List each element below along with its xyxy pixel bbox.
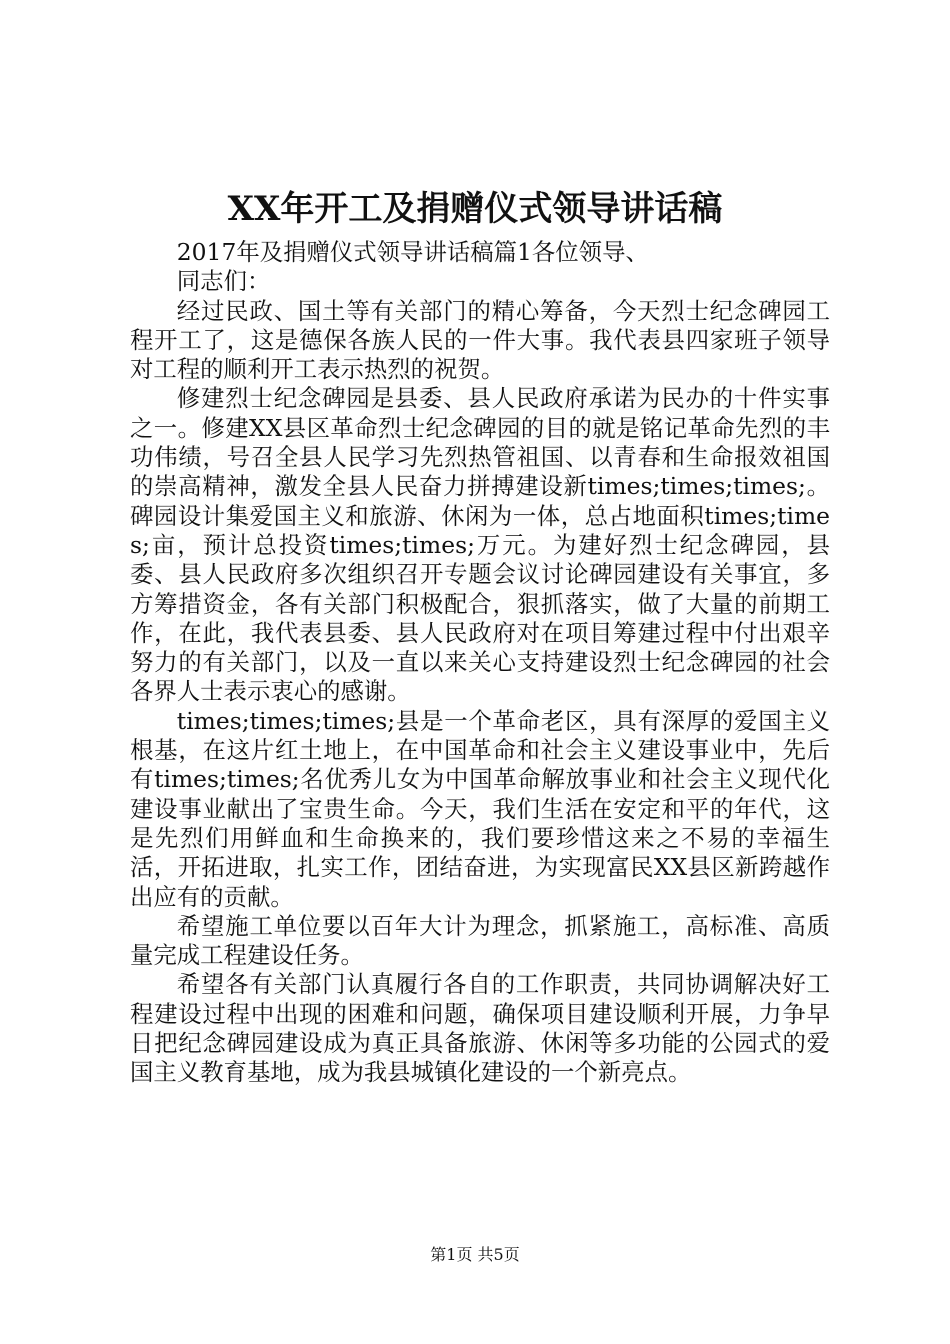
paragraph-departments: 希望各有关部门认真履行各自的工作职责，共同协调解决好工程建设过程中出现的困难和问题，确保项目建设顺利开展，力争早日把纪念碑园建设成为真正具备旅游、休闲等多功能的公园式的爱国主义教育基地，成为我县城镇化建设的一个新亮点。 [130, 970, 830, 1087]
paragraph-opening: 经过民政、国土等有关部门的精心筹备，今天烈士纪念碑园工程开工了，这是德保各族人民的一件大事。我代表县四家班子领导对工程的顺利开工表示热烈的祝贺。 [130, 296, 830, 384]
paragraph-purpose: 修建烈士纪念碑园是县委、县人民政府承诺为民办的十件实事之一。修建XX县区革命烈士纪念碑园的目的就是铭记革命先烈的丰功伟绩，号召全县人民学习先烈热管祖国、以青春和生命报效祖国的崇高精神，激发全县人民奋力拼搏建设新times;times;times;。碑园设计集爱国主义和旅游、休闲为一体，总占地面积times;times;亩，预计总投资times;times;万元。为建好烈士纪念碑园，县委、县人民政府多次组织召开专题会议讨论碑园建设有关事宜，多方筹措资金，各有关部门积极配合，狠抓落实，做了大量的前期工作，在此，我代表县委、县人民政府对在项目筹建过程中付出艰辛努力的有关部门，以及一直以来关心支持建设烈士纪念碑园的社会各界人士表示衷心的感谢。 [130, 384, 830, 706]
page-number-footer: 第1页 共5页 [430, 1245, 520, 1264]
paragraph-construction-unit: 希望施工单位要以百年大计为理念，抓紧施工，高标准、高质量完成工程建设任务。 [130, 911, 830, 970]
paragraph-history: times;times;times;县是一个革命老区，具有深厚的爱国主义根基，在这片红土地上，在中国革命和社会主义建设事业中，先后有times;times;名优秀儿女为中国革命解放事业和社会主义现代化建设事业献出了宝贵生命。今天，我们生活在安定和平的年代，这是先烈们用鲜血和生命换来的，我们要珍惜这来之不易的幸福生活，开拓进取，扎实工作，团结奋进，为实现富民XX县区新跨越作出应有的贡献。 [130, 706, 830, 911]
paragraph-greeting: 同志们： [176, 267, 271, 296]
document-body [130, 238, 830, 1088]
document-title: XX年开工及捐赠仪式领导讲话稿 [227, 189, 723, 229]
paragraph-intro: 2017年及捐赠仪式领导讲话稿篇1各位领导、 [176, 238, 649, 266]
